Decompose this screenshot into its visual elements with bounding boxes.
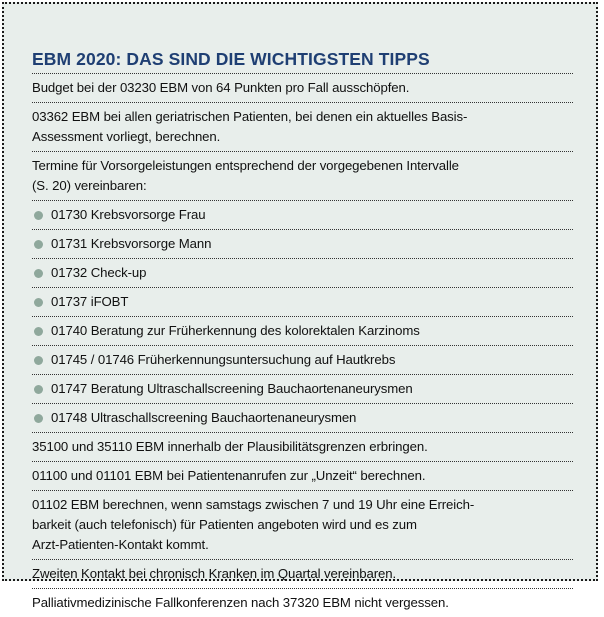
bullet-list-item <box>32 403 573 432</box>
tip-item <box>32 490 573 559</box>
text-line: 01740 Beratung zur Früherkennung des kolorektalen Karzinoms <box>51 323 420 338</box>
tip-text <box>51 234 211 254</box>
tip-text <box>32 564 573 584</box>
tips-list <box>32 73 573 617</box>
text-line: 03362 EBM bei allen geriatrischen Patienten, bei denen ein aktuelles Basis- <box>32 109 468 124</box>
tip-text <box>51 292 128 312</box>
text-line: 01731 Krebsvorsorge Mann <box>51 236 212 251</box>
bullet-icon <box>34 385 43 394</box>
text-line: Termine für Vorsorgeleistungen entsprechend der vorgegebenen Intervalle <box>32 158 459 173</box>
text-line: 35100 und 35110 EBM innerhalb der Plausibilitätsgrenzen erbringen. <box>32 439 428 454</box>
tip-text <box>32 495 573 555</box>
bullet-icon <box>34 269 43 278</box>
tip-text <box>32 107 573 147</box>
text-line: 01748 Ultraschallscreening Bauchaortenaneurysmen <box>51 410 357 425</box>
bullet-icon <box>34 356 43 365</box>
bullet-list-item <box>32 287 573 316</box>
tip-text <box>51 263 146 283</box>
bullet-list-item <box>32 345 573 374</box>
bullet-icon <box>34 414 43 423</box>
tip-text <box>32 437 573 457</box>
tip-text <box>51 205 205 225</box>
text-line: Assessment vorliegt, berechnen. <box>32 129 221 144</box>
bullet-icon <box>34 211 43 220</box>
text-line: 01737 iFOBT <box>51 294 129 309</box>
text-line: barkeit (auch telefonisch) für Patienten angeboten wird und es zum <box>32 517 417 532</box>
text-line: (S. 20) vereinbaren: <box>32 178 147 193</box>
tip-text <box>51 379 413 399</box>
text-line: 01747 Beratung Ultraschallscreening Bauchaortenaneurysmen <box>51 381 413 396</box>
tip-item <box>32 102 573 151</box>
tip-item <box>32 151 573 200</box>
tips-box <box>2 2 598 610</box>
tip-item <box>32 432 573 461</box>
bullet-list-item <box>32 200 573 229</box>
bullet-icon <box>34 327 43 336</box>
box-title: EBM 2020: DAS SIND DIE WICHTIGSTEN TIPPS <box>32 49 430 69</box>
bullet-icon <box>34 240 43 249</box>
bullet-list-item <box>32 258 573 287</box>
tip-item <box>32 559 573 588</box>
tip-text <box>32 78 573 98</box>
tip-text <box>32 156 573 196</box>
text-line: 01102 EBM berechnen, wenn samstags zwischen 7 und 19 Uhr eine Erreich- <box>32 497 475 512</box>
text-line: 01732 Check-up <box>51 265 147 280</box>
tip-item <box>32 461 573 490</box>
text-line: Zweiten Kontakt bei chronisch Kranken im Quartal vereinbaren. <box>32 566 397 581</box>
bullet-list-item <box>32 374 573 403</box>
tip-item <box>32 588 573 617</box>
tip-text <box>32 593 573 613</box>
tip-text <box>32 466 573 486</box>
text-line: Palliativmedizinische Fallkonferenzen nach 37320 EBM nicht vergessen. <box>32 595 449 610</box>
text-line: 01730 Krebsvorsorge Frau <box>51 207 206 222</box>
text-line: 01100 und 01101 EBM bei Patientenanrufen zur „Unzeit“ berechnen. <box>32 468 426 483</box>
tip-item <box>32 73 573 102</box>
text-line: Arzt-Patienten-Kontakt kommt. <box>32 537 209 552</box>
bullet-icon <box>34 298 43 307</box>
text-line: 01745 / 01746 Früherkennungsuntersuchung auf Hautkrebs <box>51 352 396 367</box>
tip-text <box>51 321 420 341</box>
bullet-list-item <box>32 316 573 345</box>
text-line: Budget bei der 03230 EBM von 64 Punkten pro Fall ausschöpfen. <box>32 80 410 95</box>
bullet-list-item <box>32 229 573 258</box>
tip-text <box>51 408 356 428</box>
tip-text <box>51 350 395 370</box>
